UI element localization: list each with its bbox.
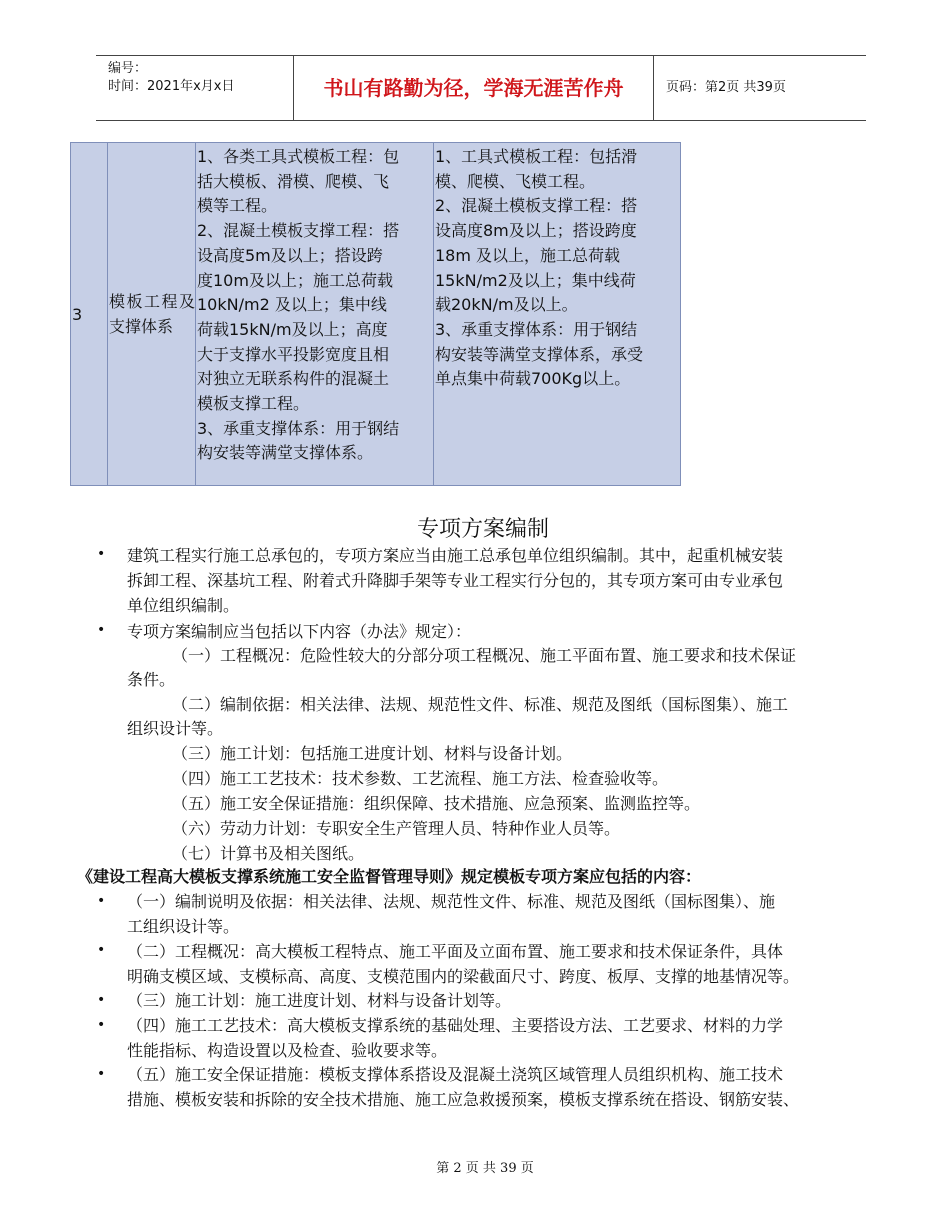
col-a-line: 大于支撑水平投影宽度且相 bbox=[197, 344, 390, 364]
paragraph-line: 单位组织编制。 bbox=[127, 596, 240, 615]
col-a-line: 括大模板、滑模、爬模、飞 bbox=[197, 171, 390, 191]
content-line: （一）工程概况：危险性较大的分部分项工程概况、施工平面布置、施工要求和技术保证 bbox=[172, 646, 797, 665]
header-page-info: 页码：第2页 共39页 bbox=[666, 80, 786, 95]
col-b-line: 设高度8m及以上；搭设跨度 bbox=[435, 221, 637, 241]
guideline-line: （二）工程概况：高大模板工程特点、施工平面及立面布置、施工要求和技术保证条件，具体 bbox=[127, 942, 784, 961]
col-a-line: 1、各类工具式模板工程：包 bbox=[197, 147, 400, 166]
content-line: （七）计算书及相关图纸。 bbox=[172, 844, 365, 863]
col-a-line: 3、承重支撑体系：用于钢结 bbox=[197, 418, 400, 438]
guideline-heading: 《建设工程高大模板支撑系统施工安全监督管理导则》规定模板专项方案应包括的内容： bbox=[77, 867, 702, 886]
col-a-line: 荷载15kN/m及以上；高度 bbox=[197, 319, 388, 339]
guideline-line: （四）施工工艺技术：高大模板支撑系统的基础处理、主要搭设方法、工艺要求、材料的力学 bbox=[127, 1016, 784, 1035]
content-line: （四）施工工艺技术：技术参数、工艺流程、施工方法、检查验收等。 bbox=[172, 769, 669, 788]
bullet-icon: • bbox=[97, 942, 106, 958]
col-a-line: 10kN/m2 及以上；集中线 bbox=[197, 295, 387, 315]
header-motto: 书山有路勤为径，学海无涯苦作舟 bbox=[294, 56, 654, 120]
col-b-line: 单点集中荷载700Kg以上。 bbox=[435, 369, 631, 389]
col-b-line: 15kN/m2及以上；集中线荷 bbox=[435, 270, 636, 290]
paragraph-line: 建筑工程实行施工总承包的，专项方案应当由施工总承包单位组织编制。其中，起重机械安装 bbox=[127, 546, 784, 565]
bullet-icon: • bbox=[97, 1017, 106, 1033]
content-line: 条件。 bbox=[127, 670, 176, 689]
col-b-line: 模、爬模、飞模工程。 bbox=[435, 171, 596, 191]
paragraph-line: 拆卸工程、深基坑工程、附着式升降脚手架等专业工程实行分包的，其专项方案可由专业承包 bbox=[127, 571, 784, 590]
header-meta bbox=[96, 56, 294, 120]
table-row bbox=[71, 143, 681, 486]
content-line: （二）编制依据：相关法律、法规、规范性文件、标准、规范及图纸（国标图集）、施工 bbox=[172, 695, 789, 714]
col-a-line: 对独立无联系构件的混凝土 bbox=[197, 369, 390, 389]
col-b-line: 2、混凝土模板支撑工程：搭 bbox=[435, 196, 638, 216]
paragraph-line: 专项方案编制应当包括以下内容（办法》规定）： bbox=[127, 622, 472, 641]
guideline-line: 工组织设计等。 bbox=[127, 917, 240, 936]
bullet-icon: • bbox=[97, 992, 106, 1008]
bullet-icon: • bbox=[97, 546, 106, 562]
col-b-cell bbox=[434, 143, 681, 486]
col-b-line: 构安装等满堂支撑体系，承受 bbox=[435, 344, 644, 364]
spec-table bbox=[70, 142, 681, 486]
col-b-line: 载20kN/m及以上。 bbox=[435, 295, 578, 315]
col-b-line: 18m 及以上，施工总荷载 bbox=[435, 245, 621, 265]
bullet-icon: • bbox=[97, 622, 106, 638]
guideline-line: 明确支模区域、支模标高、高度、支模范围内的梁截面尺寸、跨度、板厚、支撑的地基情况等。 bbox=[127, 967, 800, 986]
guideline-line: 措施、模板安装和拆除的安全技术措施、施工应急救援预案，模板支撑系统在搭设、钢筋安装、 bbox=[127, 1090, 800, 1109]
guideline-line: （三）施工计划：施工进度计划、材料与设备计划等。 bbox=[127, 991, 512, 1010]
bullet-icon: • bbox=[97, 1066, 106, 1082]
page-header bbox=[96, 55, 866, 121]
content-line: （三）施工计划：包括施工进度计划、材料与设备计划。 bbox=[172, 744, 573, 763]
guideline-line: 性能指标、构造设置以及检查、验收要求等。 bbox=[127, 1041, 448, 1060]
col-a-line: 模等工程。 bbox=[197, 196, 278, 216]
col-a-line: 构安装等满堂支撑体系。 bbox=[197, 443, 374, 463]
section-title: 专项方案编制 bbox=[416, 517, 549, 542]
guideline-line: （五）施工安全保证措施：模板支撑体系搭设及混凝土浇筑区域管理人员组织机构、施工技术 bbox=[127, 1065, 784, 1084]
code-label: 编号： bbox=[108, 61, 148, 76]
time-label: 时间：2021年x月x日 bbox=[108, 79, 235, 94]
row-name: 模板工程及支撑体系 bbox=[108, 143, 196, 486]
guideline-line: （一）编制说明及依据：相关法律、法规、规范性文件、标准、规范及图纸（国标图集）、施 bbox=[127, 892, 776, 911]
col-a-line: 度10m及以上；施工总荷载 bbox=[197, 270, 393, 290]
col-a-line: 2、混凝土模板支撑工程：搭 bbox=[197, 221, 400, 241]
col-a-line: 模板支撑工程。 bbox=[197, 394, 310, 414]
page-footer: 第 2 页 共 39 页 bbox=[436, 1161, 534, 1176]
content-line: （六）劳动力计划：专职安全生产管理人员、特种作业人员等。 bbox=[172, 819, 621, 838]
bullet-icon: • bbox=[97, 893, 106, 909]
row-number: 3 bbox=[71, 143, 108, 486]
col-b-line: 1、工具式模板工程：包括滑 bbox=[435, 147, 638, 166]
col-b-line: 3、承重支撑体系：用于钢结 bbox=[435, 319, 638, 339]
col-a-line: 设高度5m及以上；搭设跨 bbox=[197, 245, 383, 265]
content-line: （五）施工安全保证措施：组织保障、技术措施、应急预案、监测监控等。 bbox=[172, 794, 701, 813]
col-a-cell bbox=[196, 143, 434, 486]
content-line: 组织设计等。 bbox=[127, 719, 224, 738]
